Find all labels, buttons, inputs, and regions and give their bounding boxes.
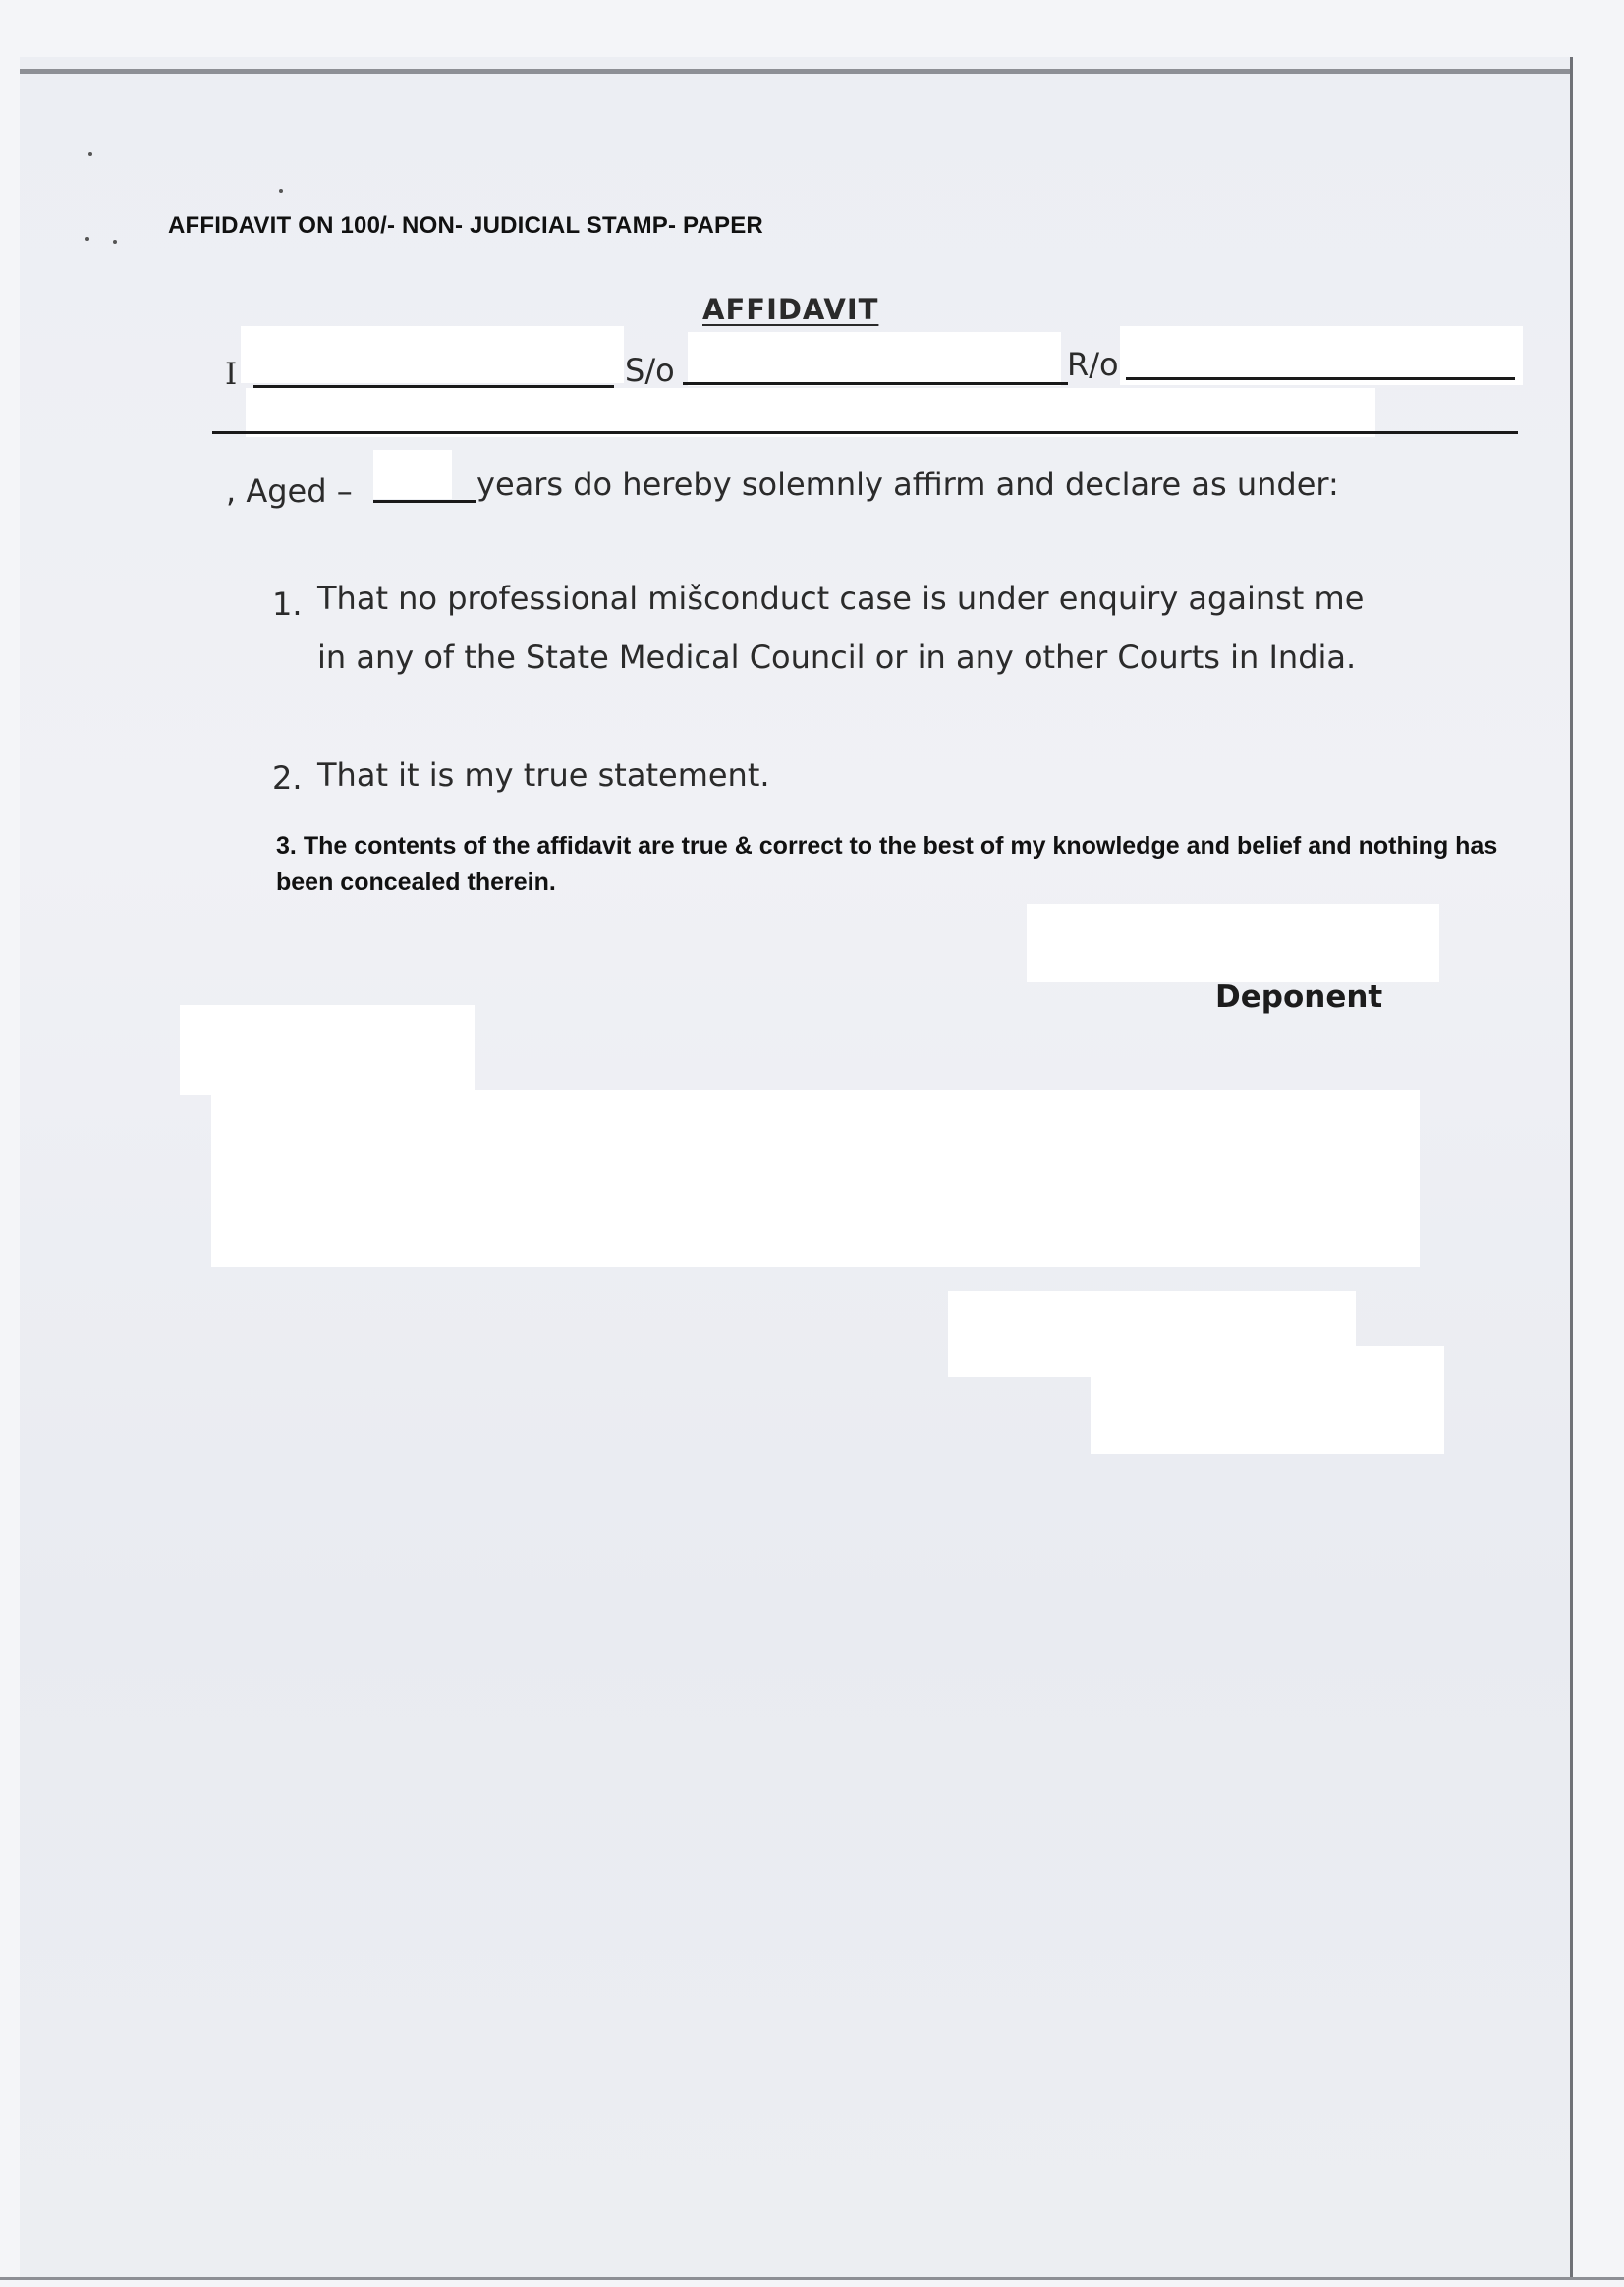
item-2-text: That it is my true statement. <box>317 756 770 794</box>
aged-declaration-text: years do hereby solemnly affirm and declare as under: <box>476 466 1339 503</box>
affidavit-heading: AFFIDAVIT <box>702 293 879 326</box>
residence-blank-line <box>1126 377 1515 380</box>
address-blank-line <box>212 431 1518 434</box>
item-1-line-1: That no professional mišconduct case is under enquiry against me <box>317 580 1365 617</box>
redacted-signature <box>1027 904 1439 982</box>
redacted-father-name <box>688 332 1061 386</box>
redacted-block <box>211 1090 1420 1267</box>
deponent-label: Deponent <box>1215 979 1383 1015</box>
scan-speck <box>85 237 89 241</box>
item-2-number: 2. <box>272 759 303 797</box>
father-name-blank-line <box>683 382 1068 385</box>
redacted-block <box>180 1005 475 1095</box>
redacted-residence <box>1120 326 1523 385</box>
label-i: I <box>225 357 238 392</box>
name-blank-line <box>253 385 614 388</box>
stamp-paper-title: AFFIDAVIT ON 100/- NON- JUDICIAL STAMP- PAPER <box>168 212 763 239</box>
redacted-age <box>373 450 452 499</box>
age-blank-line <box>373 500 476 503</box>
label-ro: R/o <box>1067 346 1119 383</box>
item-3-text: The contents of the affidavit are true & correct to the best of my knowledge and belief and nothing has been concealed therein. <box>276 832 1498 896</box>
item-3-number: 3. <box>276 832 297 860</box>
page-right-edge <box>1570 57 1573 2279</box>
label-aged: , Aged – <box>226 473 353 510</box>
scan-speck <box>113 240 117 244</box>
page-bottom-edge <box>0 2277 1624 2280</box>
label-so: S/o <box>625 352 675 389</box>
redacted-address <box>246 388 1375 437</box>
item-1-line-2: in any of the State Medical Council or in any other Courts in India. <box>317 639 1357 676</box>
redacted-name <box>241 326 624 383</box>
item-1-number: 1. <box>272 586 303 623</box>
redacted-block <box>1091 1346 1444 1454</box>
scan-speck <box>279 189 283 193</box>
item-3-paragraph <box>276 828 1514 901</box>
scan-speck <box>88 152 92 156</box>
page-top-edge <box>20 69 1572 74</box>
